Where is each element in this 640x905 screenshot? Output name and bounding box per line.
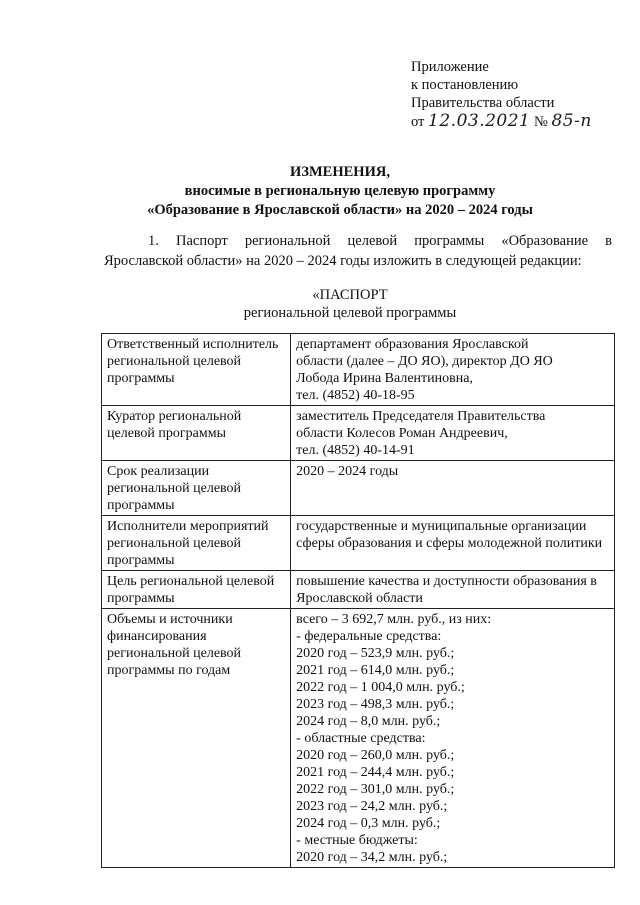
passport-title-line-2: региональной целевой программы [243,305,457,321]
row-value-line: области (далее – ДО ЯО), директор ДО ЯО [296,354,553,369]
appendix-line-1: Приложение [411,59,489,75]
row-value [291,334,615,406]
row-value-line: 2021 год – 614,0 млн. руб.; [296,663,455,678]
row-label: Срок реализации региональной целевой программы [102,461,291,516]
intro-text: 1. Паспорт региональной целевой программы «Образование в Ярославской области» на 2020 – 2024 годы изложить в следующей редакции: [104,233,612,269]
row-value [291,516,615,571]
row-value-line: 2020 год – 260,0 млн. руб.; [296,748,455,763]
row-value-line: 2020 – 2024 годы [296,464,399,479]
row-value-line: 2024 год – 0,3 млн. руб.; [296,816,441,831]
row-value-line: - местные бюджеты: [296,833,418,848]
passport-table-body [102,334,615,868]
row-value-line: области Колесов Роман Андреевич, [296,426,508,441]
row-value-line: 2024 год – 8,0 млн. руб.; [296,714,441,729]
row-value-line: 2022 год – 1 004,0 млн. руб.; [296,680,465,695]
row-value-line: - областные средства: [296,731,426,746]
passport-title [220,286,480,322]
table-row [102,609,615,868]
appendix-block [411,58,631,131]
title-line-1: ИЗМЕНЕНИЯ, [290,164,390,180]
row-value [291,406,615,461]
appendix-line-2: к постановлению [411,77,519,93]
row-value-line: повышение качества и доступности образования в Ярославской области [296,574,597,606]
row-value-line: всего – 3 692,7 млн. руб., из них: [296,612,492,627]
appendix-line-3: Правительства области [411,95,555,111]
row-label: Ответственный исполнитель региональной целевой программы [102,334,291,406]
title-line-2: вносимые в региональную целевую программу [184,183,496,199]
table-row [102,406,615,461]
handwritten-number: 85-п [551,111,592,131]
row-value-line: государственные и муниципальные организации сферы образования и сферы молодежной политики [296,519,603,551]
row-value-line: 2020 год – 523,9 млн. руб.; [296,646,455,661]
row-label: Объемы и источники финансирования региональной целевой программы по годам [102,609,291,868]
intro-paragraph [104,231,612,271]
table-row [102,571,615,609]
row-value-line: 2023 год – 24,2 млн. руб.; [296,799,448,814]
row-value-line: 2020 год – 34,2 млн. руб.; [296,850,448,865]
row-value-line: тел. (4852) 40-14-91 [296,443,415,458]
row-label: Цель региональной целевой программы [102,571,291,609]
handwritten-date: 12.03.2021 [428,111,531,131]
row-value-line: заместитель Председателя Правительства [296,409,546,424]
row-value-line: Лобода Ирина Валентиновна, [296,371,473,386]
title-line-3: «Образование в Ярославской области» на 2020 – 2024 годы [147,202,533,218]
row-value [291,571,615,609]
table-row [102,516,615,571]
row-label: Исполнители мероприятий региональной целевой программы [102,516,291,571]
row-value [291,461,615,516]
row-value [291,609,615,868]
row-value-line: 2022 год – 301,0 млн. руб.; [296,782,455,797]
row-value-line: тел. (4852) 40-18-95 [296,388,415,403]
row-value-line: - федеральные средства: [296,629,442,644]
row-value-line: департамент образования Ярославской [296,337,529,352]
date-prefix: от [411,114,425,130]
document-title [60,163,620,220]
row-value-line: 2021 год – 244,4 млн. руб.; [296,765,455,780]
passport-table [101,333,615,868]
appendix-date-line [411,112,631,131]
row-value-line: 2023 год – 498,3 млн. руб.; [296,697,455,712]
passport-title-line-1: «ПАСПОРТ [312,287,388,303]
row-label: Куратор региональной целевой программы [102,406,291,461]
table-row [102,461,615,516]
number-prefix: № [534,114,548,130]
table-row [102,334,615,406]
